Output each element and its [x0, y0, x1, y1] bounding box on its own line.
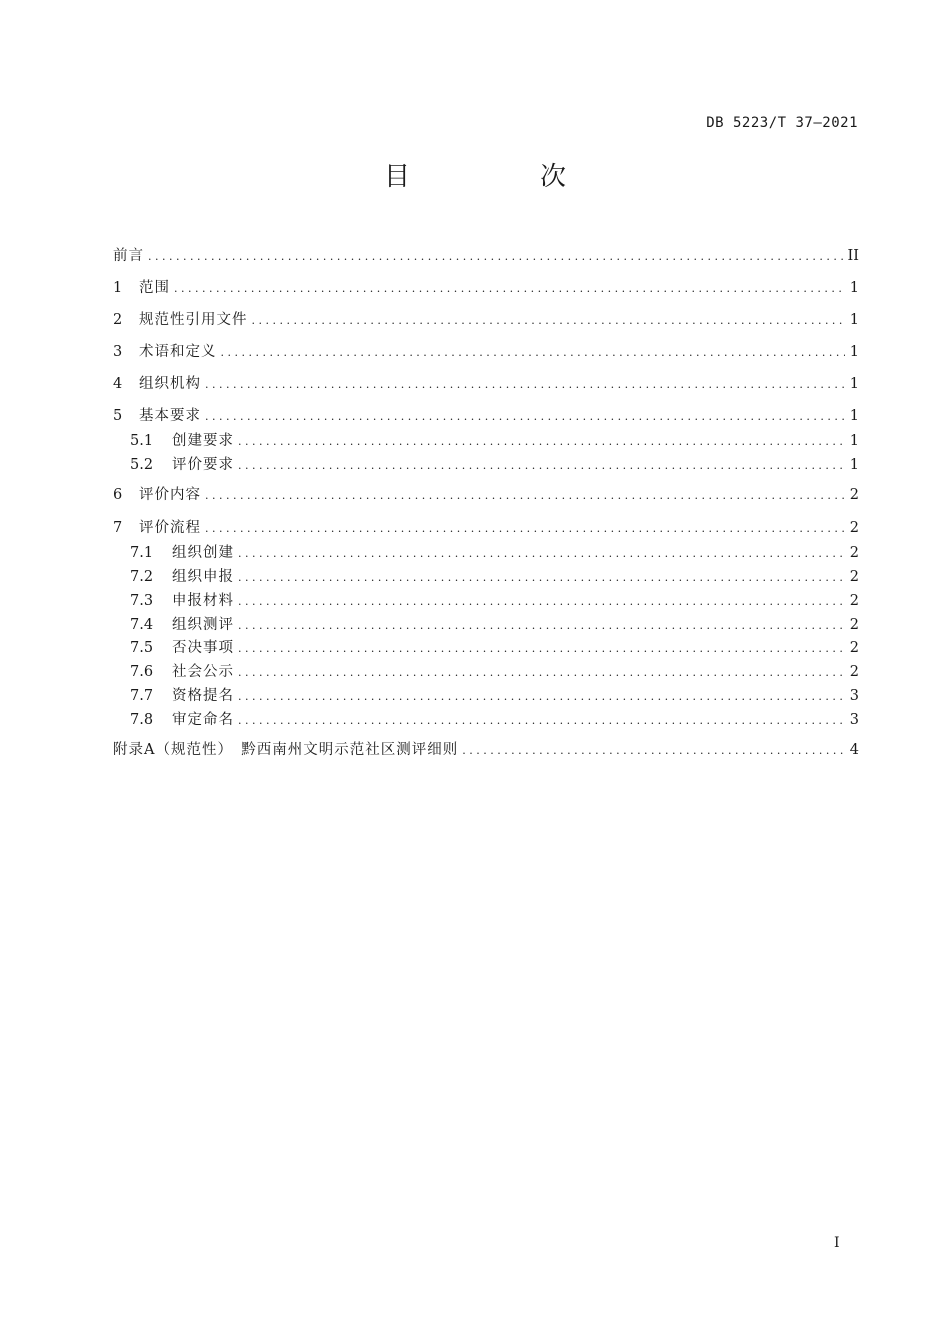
toc-entry-7-7[interactable] [130, 686, 859, 706]
toc-entry-page: 1 [849, 376, 859, 392]
toc-leader [238, 639, 845, 659]
toc-entry-2[interactable] [113, 310, 859, 330]
toc-entry-title: 评价流程 [139, 520, 201, 536]
toc-entry-page: 4 [849, 742, 859, 758]
toc-entry-page: 2 [849, 569, 859, 585]
toc-leader [252, 311, 846, 331]
toc-entry-title: 评价内容 [139, 487, 201, 503]
toc-leader [148, 247, 844, 267]
toc-leader [205, 407, 845, 427]
toc-entry-title: 术语和定义 [139, 344, 217, 360]
toc-entry-title: 审定命名 [172, 712, 234, 728]
toc-entry-appendix-a[interactable] [113, 740, 859, 760]
toc-entry-page: 3 [849, 712, 859, 728]
toc-entry-number: 7.4 [130, 617, 154, 633]
toc-entry-page: 2 [849, 664, 859, 680]
toc-entry-7-6[interactable] [130, 662, 859, 682]
toc-entry-number: 4 [113, 376, 123, 392]
toc-entry-7[interactable] [113, 518, 859, 538]
toc-entry-4[interactable] [113, 374, 859, 394]
toc-entry-foreword[interactable] [113, 246, 859, 266]
toc-entry-3[interactable] [113, 342, 859, 362]
toc-entry-7-4[interactable] [130, 615, 859, 635]
toc-entry-title: 组织申报 [172, 569, 234, 585]
toc-entry-title: 申报材料 [172, 593, 234, 609]
toc-entry-7-3[interactable] [130, 591, 859, 611]
toc-entry-page: 1 [849, 457, 859, 473]
toc-leader [238, 544, 845, 564]
toc-entry-number: 5.1 [130, 433, 154, 449]
toc-leader [205, 486, 845, 506]
toc-leader [238, 687, 845, 707]
toc-entry-page: 1 [849, 433, 859, 449]
toc-entry-number: 7.8 [130, 712, 154, 728]
toc-entry-title: 基本要求 [139, 408, 201, 424]
toc-entry-number: 5 [113, 408, 123, 424]
toc-entry-7-5[interactable] [130, 638, 859, 658]
toc-entry-page: 1 [849, 280, 859, 296]
toc-leader [238, 456, 845, 476]
toc-leader [221, 343, 846, 363]
toc-entry-title: 组织测评 [172, 617, 234, 633]
toc-entry-page: 2 [849, 487, 859, 503]
toc-leader [238, 568, 845, 588]
page-title: 目 次 [383, 162, 618, 192]
toc-entry-title: 评价要求 [172, 457, 234, 473]
toc-entry-7-1[interactable] [130, 543, 859, 563]
toc-entry-title: 资格提名 [172, 688, 234, 704]
toc-entry-number: 1 [113, 280, 123, 296]
toc-leader [205, 375, 845, 395]
toc-entry-number: 7 [113, 520, 123, 536]
toc-entry-number: 7.2 [130, 569, 154, 585]
toc-entry-title: 社会公示 [172, 664, 234, 680]
toc-entry-title: 组织机构 [139, 376, 201, 392]
toc-entry-number: 7.6 [130, 664, 154, 680]
toc-entry-number: 2 [113, 312, 123, 328]
page-number: I [834, 1235, 840, 1251]
toc-leader [238, 616, 845, 636]
toc-entry-title: 否决事项 [172, 640, 234, 656]
toc-entry-1[interactable] [113, 278, 859, 298]
toc-entry-number: 7.5 [130, 640, 154, 656]
toc-entry-title: 前言 [113, 248, 144, 264]
toc-entry-6[interactable] [113, 485, 859, 505]
toc-leader [238, 663, 845, 683]
toc-leader [174, 279, 845, 299]
toc-entry-number: 5.2 [130, 457, 154, 473]
toc-entry-page: 2 [849, 617, 859, 633]
toc-entry-page: 2 [849, 593, 859, 609]
toc-entry-7-2[interactable] [130, 567, 859, 587]
toc-leader [238, 711, 845, 731]
toc-entry-number: 3 [113, 344, 123, 360]
toc-leader [462, 741, 845, 761]
toc-entry-page: 2 [849, 545, 859, 561]
toc-entry-number: 7.1 [130, 545, 154, 561]
toc-entry-title: 创建要求 [172, 433, 234, 449]
toc-entry-title: 范围 [139, 280, 170, 296]
standard-code: DB 5223/T 37—2021 [706, 115, 858, 131]
toc-entry-title: 附录A（规范性） 黔西南州文明示范社区测评细则 [113, 742, 459, 758]
toc-entry-page: 3 [849, 688, 859, 704]
toc-entry-5-1[interactable] [130, 431, 859, 451]
toc-leader [238, 592, 845, 612]
toc-entry-title: 组织创建 [172, 545, 234, 561]
toc-leader [238, 432, 845, 452]
toc-entry-number: 7.3 [130, 593, 154, 609]
toc-entry-page: 1 [849, 312, 859, 328]
toc-entry-number: 7.7 [130, 688, 154, 704]
toc-entry-page: II [847, 248, 859, 264]
toc-entry-7-8[interactable] [130, 710, 859, 730]
toc-entry-5[interactable] [113, 406, 859, 426]
toc-entry-title: 规范性引用文件 [139, 312, 248, 328]
toc-entry-number: 6 [113, 487, 123, 503]
toc-entry-page: 2 [849, 520, 859, 536]
toc-entry-page: 1 [849, 408, 859, 424]
toc-entry-5-2[interactable] [130, 455, 859, 475]
toc-leader [205, 519, 845, 539]
toc-entry-page: 2 [849, 640, 859, 656]
toc-entry-page: 1 [849, 344, 859, 360]
